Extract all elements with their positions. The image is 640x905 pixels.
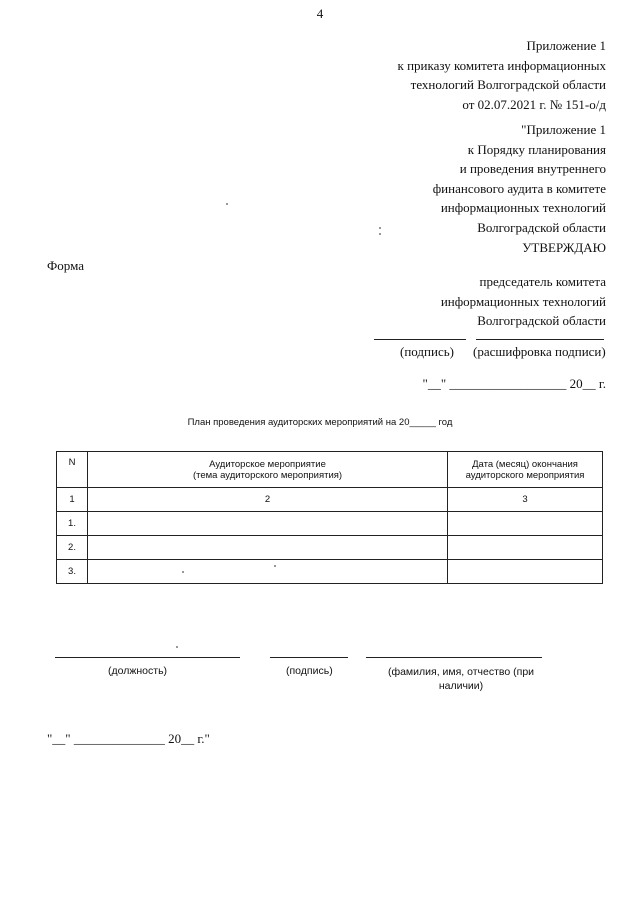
appendix-header-2-line: "Приложение 1 xyxy=(521,122,606,137)
signer-line: информационных технологий xyxy=(440,293,606,309)
column-number: 3 xyxy=(448,488,603,512)
bottom-signature-line xyxy=(270,657,348,658)
appendix-header-2-line: и проведения внутреннего xyxy=(459,161,606,176)
appendix-header-2-line: Волгоградской области xyxy=(477,219,606,235)
row-number: 2. xyxy=(57,536,88,560)
appendix-header-line: Приложение 1 xyxy=(526,38,606,53)
position-line xyxy=(55,657,240,658)
header-date xyxy=(448,452,603,488)
plan-title: План проведения аудиторских мероприятий на 20_____ год xyxy=(187,417,453,428)
page-number: 4 xyxy=(316,6,324,21)
signer-line: председатель комитета xyxy=(479,274,606,289)
row-number: 1. xyxy=(57,512,88,536)
column-number-row xyxy=(57,488,603,512)
appendix-header-line: к приказу комитета информационных xyxy=(397,57,606,73)
header-n: N xyxy=(57,452,88,488)
row-date-cell[interactable] xyxy=(448,560,603,584)
approve-date: "__" __________________ 20__ г. xyxy=(422,376,606,391)
header-date-line: Дата (месяц) окончания xyxy=(472,458,578,470)
table-row xyxy=(57,536,603,560)
appendix-header-2 xyxy=(433,120,606,237)
column-number: 2 xyxy=(88,488,448,512)
row-number: 3. xyxy=(57,560,88,584)
appendix-header-2-line: информационных технологий xyxy=(440,200,606,215)
approve-decoding-label: (расшифровка подписи) xyxy=(473,344,606,359)
header-date-line: аудиторского мероприятия xyxy=(465,469,585,481)
appendix-header-2-line: финансового аудита в комитете xyxy=(432,180,606,196)
signature-line xyxy=(374,339,466,340)
row-date-cell[interactable] xyxy=(448,512,603,536)
position-label: (должность) xyxy=(108,665,168,677)
column-number: 1 xyxy=(57,488,88,512)
header-event-line: Аудиторское мероприятие xyxy=(209,458,326,470)
row-event-cell[interactable] xyxy=(88,536,448,560)
appendix-header-line: от 02.07.2021 г. № 151-о/д xyxy=(462,96,606,112)
appendix-header-2-line: к Порядку планирования xyxy=(467,141,606,157)
form-label: Форма xyxy=(47,258,84,273)
fio-label-line: наличии) xyxy=(438,680,484,692)
row-event-cell[interactable] xyxy=(88,512,448,536)
table-row xyxy=(57,512,603,536)
fio-line xyxy=(366,657,542,658)
signer-block xyxy=(441,272,606,331)
header-event-line: (тема аудиторского мероприятия) xyxy=(192,469,343,481)
bottom-signature-label: (подпись) xyxy=(286,665,333,677)
fio-label-line: (фамилия, имя, отчество (при xyxy=(387,666,535,678)
plan-table xyxy=(56,451,603,584)
table-header-row xyxy=(57,452,603,488)
header-event xyxy=(88,452,448,488)
appendix-header-line: технологий Волгоградской области xyxy=(410,77,606,92)
approve-signature-label: (подпись) xyxy=(400,344,454,359)
table-row xyxy=(57,560,603,584)
appendix-header xyxy=(398,36,607,114)
row-event-cell[interactable] xyxy=(88,560,448,584)
approve-title: УТВЕРЖДАЮ xyxy=(522,240,606,255)
bottom-date: "__" ______________ 20__ г." xyxy=(47,731,210,746)
fio-label xyxy=(386,665,536,693)
decoding-line xyxy=(476,339,604,340)
signer-line: Волгоградской области xyxy=(477,313,606,328)
row-date-cell[interactable] xyxy=(448,536,603,560)
